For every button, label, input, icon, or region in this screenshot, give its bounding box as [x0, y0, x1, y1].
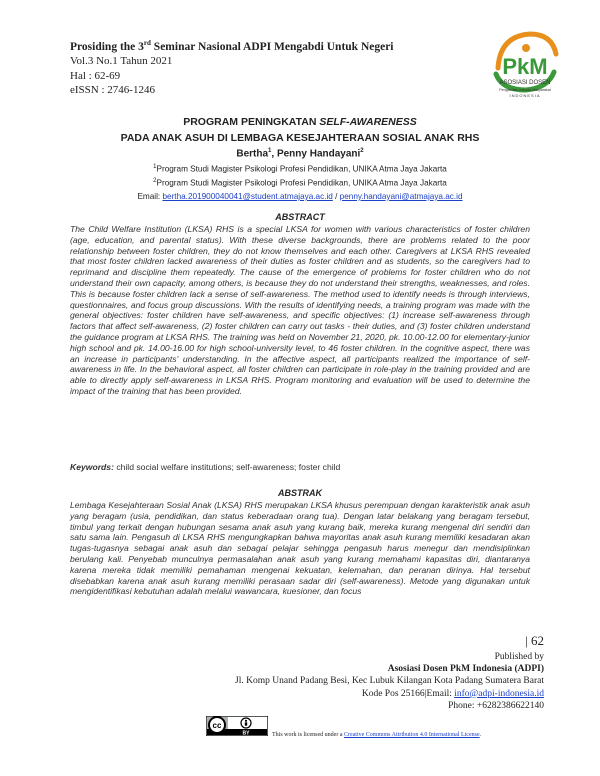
abstrak-heading: ABSTRAK — [278, 488, 322, 498]
publisher-email-link[interactable]: info@adpi-indonesia.id — [454, 688, 544, 699]
publisher-address: Jl. Komp Unand Padang Besi, Kec Lubuk Kilangan Kota Padang Sumatera Barat — [235, 676, 544, 687]
proceeding-title: Prosiding the 3rd Seminar Nasional ADPI Mengabdi Untuk Negeri — [70, 39, 394, 53]
authors: Bertha$^1$, Penny Handayani$^2$ — [236, 148, 364, 160]
svg-text:cc: cc — [212, 721, 222, 730]
email-line: Email: bertha.201900040041@student.atmajaya.ac.id / penny.handayani@atmajaya.ac.id — [137, 192, 463, 201]
badge-by-label: BY — [242, 730, 250, 736]
logo-mark: PkM — [502, 54, 548, 79]
cc-by-license-badge[interactable] — [206, 716, 268, 736]
eissn-info: eISSN : 2746-1246 — [70, 84, 155, 97]
volume-info: Vol.3 No.1 Tahun 2021 — [70, 55, 173, 68]
abstrak-text: Lembaga Kesejahteraan Sosial Anak (LKSA) RHS merupakan LKSA khusus perempuan dengan karakteristik anak asuh yang beragam (usia, pendidikan, dan status keberadaan orang tua). Dengan latar belakang yang beragam tersebut, timbul yang terkait dengan hubungan sesama anak asuh yang kurang baik, mereka kurang mengenal diri sendiri dan satu sama lain. Pengasuh di LKSA RHS mengungkapkan bahwa mayoritas anak asuh kurang memiliki kesadaran akan tugas-tugasnya sebagai anak asuh dan sebagai pelajar sehingga pengasuh harus menegur dan mendisiplinkan berulang kali. Penyebab munculnya permasalahan anak asuh yang kurang memahami kapasitas diri, diantaranya karena mereka tidak memiliki pemahaman mengenai kekuatan, kelemahan, dan peranan dirinya. Hal tersebut disebabkan karena anak asuh kurang memiliki perasaan sadar diri (self-awareness). Metode yang digunakan untuk mengidentifikasi kebutuhan adalah melalui wawancara, kuesioner, dan focus — [70, 500, 530, 597]
license-text: This work is licensed under a Creative Commons Attribution 4.0 International License. — [272, 732, 482, 738]
paper-title-line1: PROGRAM PENINGKATAN SELF-AWARENESS — [183, 116, 417, 128]
abstract-text: The Child Welfare Institution (LKSA) RHS is a special LKSA for women with various characteristics of foster children (age, education, and parental status). With these diverse backgrounds, there are problems related to the poor relationship between foster children, they do not know themselves and each other. Caregivers at LKSA RHS revealed that most foster children lacked awareness of their duties as foster children and as students, so the caregivers had to reprimand and discipline them repeatedly. The cause of the emergence of problems for foster children who do not understand their own capacity, among others, is because they do not understand their strengths, weaknesses, and roles. This is because foster children lack a sense of self-awareness. The method used to identify needs is through interviews, questionnaires, and focus group discussions. With the results of identifying needs, a training program was made with the general objectives: foster children have self-awareness, and specific objectives: (1) increase self-awareness through factors that affect self-awareness, (2) foster children can carry out tasks - their duties, and (3) foster children understand the guidance program at LKSA RHS. The training was held on November 21, 2020, pk. 10.00-12.00 for elementary-junior high school and pk. 14.00-16.00 for high school-university level, to 46 foster children. In the cognitive aspect, there was an increase in participants' understanding. In the affective aspect, all participants realized the importance of self-awareness in life. In the behavioral aspect, all foster children can participate in role-play in the training provided and are able to directly apply self-awareness in LKSA RHS. Program monitoring and evaluation will be used to determine the impact of the training that has been provided. — [70, 224, 530, 396]
abstract-heading: ABSTRACT — [275, 212, 325, 222]
published-by: Published by — [494, 652, 544, 662]
email-link-2[interactable]: penny.handayani@atmajaya.ac.id — [339, 192, 463, 201]
page-number: | 62 — [525, 633, 544, 648]
paper-title-line2: PADA ANAK ASUH DI LEMBAGA KESEJAHTERAAN SOSIAL ANAK RHS — [120, 132, 480, 144]
email-link-1[interactable]: bertha.201900040041@student.atmajaya.ac.id — [162, 192, 333, 201]
publisher-block — [235, 651, 544, 712]
logo-caption: ASOSIASI DOSEN Pengabdian kepada Masyarakat INDONESIA — [499, 80, 551, 98]
affiliation-1: $^1$Program Studi Magister Psikologi Profesi Pendidikan, UNIKA Atma Jaya Jakarta — [153, 164, 447, 174]
publisher-phone: Phone: +6282386622140 — [448, 700, 544, 711]
license-link[interactable]: Creative Commons Attribution 4.0 International License — [343, 732, 480, 738]
affiliation-2: $^2$Program Studi Magister Psikologi Profesi Pendidikan, UNIKA Atma Jaya Jakarta — [153, 178, 447, 188]
keywords: Keywords: child social welfare institutions; self-awareness; foster child — [70, 462, 341, 472]
pages-info: Hal : 62-69 — [70, 69, 121, 82]
publisher-name: Asosiasi Dosen PkM Indonesia (ADPI) — [387, 664, 544, 675]
publisher-contact: Kode Pos 25166|Email: info@adpi-indonesia.id — [361, 688, 544, 699]
journal-header — [70, 36, 394, 98]
